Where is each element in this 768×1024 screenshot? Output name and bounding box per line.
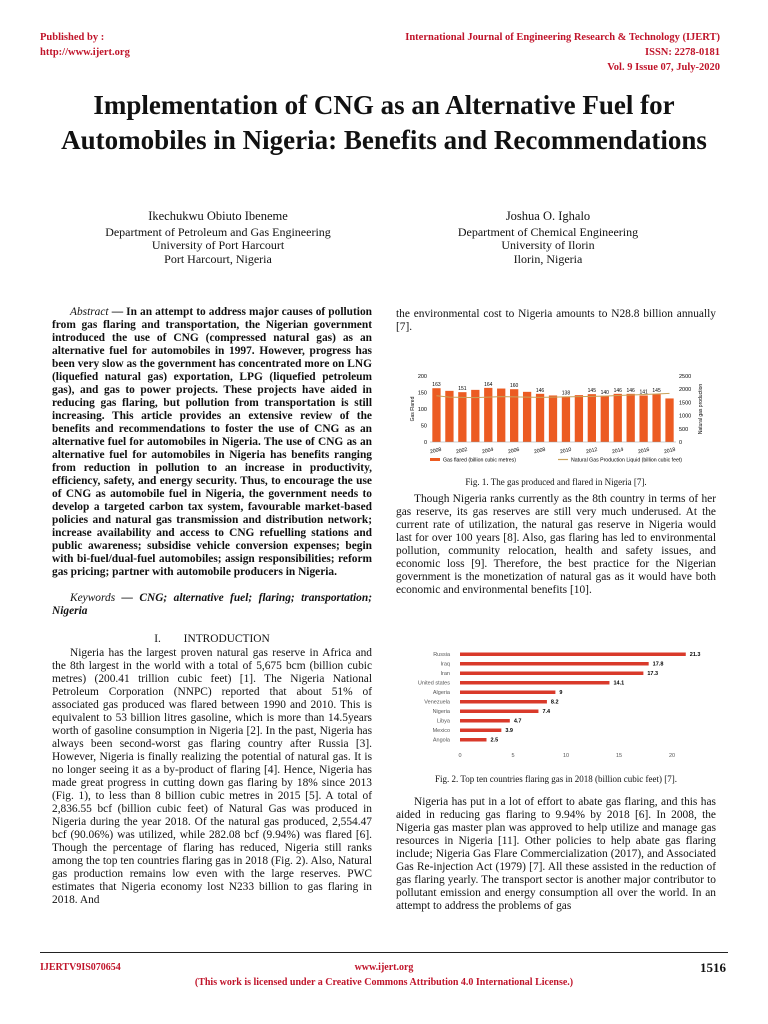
- bar-flaring: [460, 691, 555, 695]
- bar-value-label: 140: [600, 389, 609, 396]
- bar-gas-flared: [601, 396, 609, 442]
- abstract-text: — In an attempt to address major causes of pollution from gas flaring and transportation, the Nigerian government introduced the use of CNG (compressed natural gas) as an alternative fuel for automobiles in 1997. However, progress has been very slow as the government has concentrated more on LNG (liquefied natural gas) exportation, LPG (liquefied petroleum gas), and gas to power projects. These projects have aided in reducing gas flaring, but pollution from transportation is still increasing. This article provides an extensive review of the benefits and recommendations to foster the use of CNG as an alternative fuel for automobiles in Nigeria. The use of CNG as an alternative fuel for automobiles in Nigeria has benefits ranging from reduction in pollution to an increase in productivity, efficiency, safety, and energy security. Thus, to encourage the use of CNG as automobile fuel in Nigeria, the government needs to develop a targeted carbon tax system, favourable market-based policies and natural gas transmission and distribution network; increase availability and access to CNG refuelling stations and public awareness; subsidise vehicle conversion expenses; begin with bi-fuel/dual-fuel automobiles; assign responsibilities; reform gas pricing; partner with automobile producers in Nigeria.: [52, 306, 372, 578]
- paragraph-text: Though Nigeria ranks currently as the 8th country in terms of her gas reserve, its gas reserves are still very much underused. At the current rate of utilization, the natural gas reserve in Nigeria would last for over 100 years [8]. Also, gas flaring has led to environmental pollution, community relocation, health and safety issues, and economic loss [9]. Therefore, the best practice for the Nigerian government is the monetization of natural gas as it would have both economic and environmental benefits [10].: [396, 493, 716, 596]
- x-tick-label: 2012: [585, 446, 599, 456]
- x-tick-label: 10: [562, 753, 570, 758]
- abstract-label: Abstract: [70, 306, 109, 318]
- category-label: Angola: [432, 737, 450, 744]
- bar-value-label: 146: [626, 387, 635, 394]
- right-paragraph-2: [396, 493, 716, 597]
- bar-value-label: 141: [639, 389, 648, 396]
- bar-value-label: 145: [652, 388, 661, 395]
- x-tick-label: 2008: [429, 446, 443, 456]
- right-paragraph-3: [396, 796, 716, 913]
- category-label: United states: [417, 680, 450, 687]
- bar-value-label: 4.7: [513, 718, 522, 725]
- bar-value-label: 7.4: [542, 709, 551, 715]
- abstract: [52, 306, 372, 579]
- category-label: Libya: [436, 718, 450, 725]
- bar-gas-flared: [652, 394, 660, 442]
- bar-value-label: 146: [613, 387, 622, 394]
- bar-flaring: [460, 662, 649, 666]
- x-tick-label: 2008: [533, 446, 547, 456]
- right-paragraph-0: the environmental cost to Nigeria amounts to N28.8 billion annually [7].: [396, 308, 716, 333]
- y-tick-label: 50: [420, 423, 427, 430]
- legend-label: Gas flared (billion cubic metres): [443, 457, 516, 464]
- author-name: Joshua O. Ighalo: [505, 209, 591, 223]
- figure-2-chart: [410, 646, 710, 758]
- y-tick-label: 200: [417, 374, 427, 380]
- header-right: [405, 30, 720, 75]
- journal-name: International Journal of Engineering Research & Technology (IJERT): [405, 32, 720, 43]
- category-label: Mexico: [432, 728, 450, 734]
- figure-2-caption: Fig. 2. Top ten countries flaring gas in 2018 (billion cubic feet) [7].: [435, 774, 677, 784]
- y-tick-label: 150: [417, 390, 427, 397]
- bar-gas-flared: [575, 395, 583, 442]
- x-tick-label: 2016: [637, 446, 651, 456]
- bar-flaring: [460, 700, 547, 704]
- bar-value-label: 160: [509, 383, 519, 390]
- bar-value-label: 164: [484, 381, 493, 388]
- bar-value-label: 9: [559, 690, 563, 696]
- footer-divider: [40, 952, 728, 953]
- bar-value-label: 138: [561, 390, 571, 397]
- bar-flaring: [460, 719, 510, 723]
- bar-flaring: [460, 738, 487, 742]
- y-tick-label: 100: [417, 407, 427, 413]
- x-tick-label: 2018: [663, 446, 677, 456]
- bar-gas-flared: [484, 388, 492, 442]
- legend-label: Natural Gas Production Liquid (billion cubic feet): [571, 457, 683, 464]
- figure-1-caption: Fig. 1. The gas produced and flared in Nigeria [7].: [465, 477, 647, 487]
- bar-gas-flared: [562, 396, 570, 442]
- bar-value-label: 17.3: [647, 671, 659, 677]
- x-tick-label: 2010: [559, 446, 573, 456]
- bar-value-label: 21.3: [689, 652, 701, 658]
- x-tick-label: 5: [511, 753, 515, 758]
- bar-gas-flared: [536, 394, 544, 442]
- author-dept: Department of Petroleum and Gas Engineering: [105, 224, 331, 239]
- keywords: [52, 592, 372, 618]
- bar-flaring: [460, 729, 501, 733]
- page-number: 1516: [700, 960, 726, 975]
- author-dept: Department of Chemical Engineering: [457, 224, 639, 239]
- author-location: Port Harcourt, Nigeria: [164, 251, 272, 266]
- bar-gas-flared: [627, 394, 635, 442]
- y2-tick-label: 2500: [679, 374, 692, 380]
- bar-gas-flared: [458, 392, 466, 442]
- bar-value-label: 2.5: [490, 737, 499, 744]
- x-tick-label: 2006: [507, 446, 521, 456]
- paper-title: Implementation of CNG as an Alternative Fuel for Automobiles in Nigeria: Benefits and Recommendations: [61, 90, 707, 155]
- y2-tick-label: 1500: [679, 400, 692, 407]
- author-univ: University of Port Harcourt: [151, 238, 285, 252]
- x-tick-label: 2004: [481, 446, 495, 456]
- bar-gas-flared: [614, 394, 622, 442]
- y2-tick-label: 2000: [679, 387, 692, 394]
- bar-value-label: 145: [587, 388, 597, 395]
- x-tick-label: 20: [668, 753, 676, 758]
- y2-tick-label: 1000: [679, 413, 692, 420]
- category-label: Iran: [440, 671, 450, 677]
- bar-value-label: 151: [458, 386, 467, 393]
- section-heading-introduction: I. INTRODUCTION: [154, 633, 270, 645]
- bar-gas-flared: [588, 394, 596, 442]
- x-tick-label: 0: [458, 753, 462, 758]
- header-url[interactable]: http://www.ijert.org: [40, 47, 130, 58]
- bar-value-label: 3.9: [505, 728, 513, 734]
- y2-tick-label: 500: [679, 426, 689, 433]
- issn: ISSN: 2278-0181: [645, 47, 720, 58]
- bar-value-label: 163: [432, 382, 441, 389]
- intro-paragraph: Nigeria has the largest proven natural gas reserve in Africa and the 8th largest in the world with a total of 5,675 bcm (billion cubic metres) (200.41 trillion cubic feet) [1]. The Nigeria National Petroleum Corporation (NNPC) reported that about 51% of associated gas produced was flared between 1990 and 2010. This is equivalent to 53 billion litres gasoline, which is more than 14.5years worth of gasoline consumption in Nigeria [2]. In the past, Nigeria has always been second-worst gas flaring country after Russia [3]. However, Nigeria is finally realizing the potential of natural gas. It is no longer seeing it as a by-product of flaring [4]. Hence, Nigeria has made great progress in cutting down gas flaring by 18% since 2013 (Fig. 1), to less than 8 billion cubic metres in 2015 [5]. A total of 2,836.55 bcf (billion cubic feet) of Natural Gas was produced in Nigeria during the year 2018. Of the natural gas produced, 2,554.47 bcf (90.06%) was utilized, while 282.08 bcf (9.94%) was flared [6]. Though the percentage of flaring has reduced, Nigeria still ranks among the top ten countries flaring gas in 2018 (Fig. 2). Also, Natural gas production remains low even with the large reserves. PWC estimates that Nigeria economy lost N233 billion to gas flaring in 2018. And: [52, 647, 372, 906]
- category-label: Iraq: [440, 661, 450, 668]
- category-label: Venezuela: [424, 699, 450, 706]
- figure-1-chart: [408, 362, 708, 470]
- legend-swatch-bar: [430, 458, 440, 461]
- author-location: Ilorin, Nigeria: [513, 251, 583, 266]
- bar-flaring: [460, 710, 538, 714]
- bar-value-label: 8.2: [550, 699, 559, 706]
- y-axis-label: Gas Flared: [410, 396, 416, 422]
- published-by: Published by :: [40, 32, 105, 43]
- author-block-1: [68, 210, 368, 266]
- bar-gas-flared: [445, 391, 453, 442]
- author-univ: University of Ilorin: [501, 238, 595, 252]
- keywords-text: — CNG; alternative fuel; flaring; transportation; Nigeria: [52, 592, 372, 617]
- y2-axis-label: Natural gas production: [698, 383, 704, 435]
- left-column: [52, 306, 372, 907]
- license-notice: (This work is licensed under a Creative Commons Attribution 4.0 International License.): [194, 977, 574, 988]
- keywords-label: Keywords: [70, 592, 116, 604]
- category-label: Algeria: [432, 690, 450, 696]
- category-label: Russia: [433, 652, 450, 658]
- bar-gas-flared: [549, 395, 557, 442]
- paragraph-text: Nigeria has put in a lot of effort to abate gas flaring, and this has aided in reducing gas flaring to 9.94% by 2018 [6]. In 2008, the Nigeria gas master plan was approved to help utilize and manage gas resources in Nigeria [11]. Other policies to help abate gas flaring include; Nigeria Gas Flare Commercialization (2017), and Associated Gas Re-injection Act (1979) [7]. All these assisted in the reduction of gas flaring yearly. The transport sector is another major contributor to pollutant emission and energy consumption all over the world. In an attempt to address the problems of gas: [396, 796, 716, 912]
- bar-value-label: 14.1: [613, 680, 625, 687]
- footer-url[interactable]: www.ijert.org: [354, 962, 414, 973]
- category-label: Nigeria: [432, 709, 450, 715]
- bar-value-label: 146: [535, 387, 545, 394]
- y2-tick-label: 0: [679, 440, 683, 446]
- footer-paper-id: IJERTV9IS070654: [40, 962, 121, 973]
- bar-flaring: [460, 672, 643, 676]
- author-name: Ikechukwu Obiuto Ibeneme: [148, 209, 288, 223]
- x-tick-label: 2014: [611, 446, 625, 456]
- y-tick-label: 0: [423, 440, 427, 446]
- bar-gas-flared: [665, 398, 673, 442]
- x-tick-label: 2002: [455, 446, 469, 456]
- x-tick-label: 15: [615, 753, 623, 758]
- bar-value-label: 17.8: [652, 661, 664, 668]
- bar-gas-flared: [523, 392, 531, 442]
- author-block-2: [398, 210, 698, 266]
- bar-flaring: [460, 681, 609, 685]
- bar-flaring: [460, 653, 686, 657]
- header-left: [40, 30, 130, 60]
- bar-gas-flared: [639, 395, 647, 442]
- volume-issue: Vol. 9 Issue 07, July-2020: [607, 62, 720, 73]
